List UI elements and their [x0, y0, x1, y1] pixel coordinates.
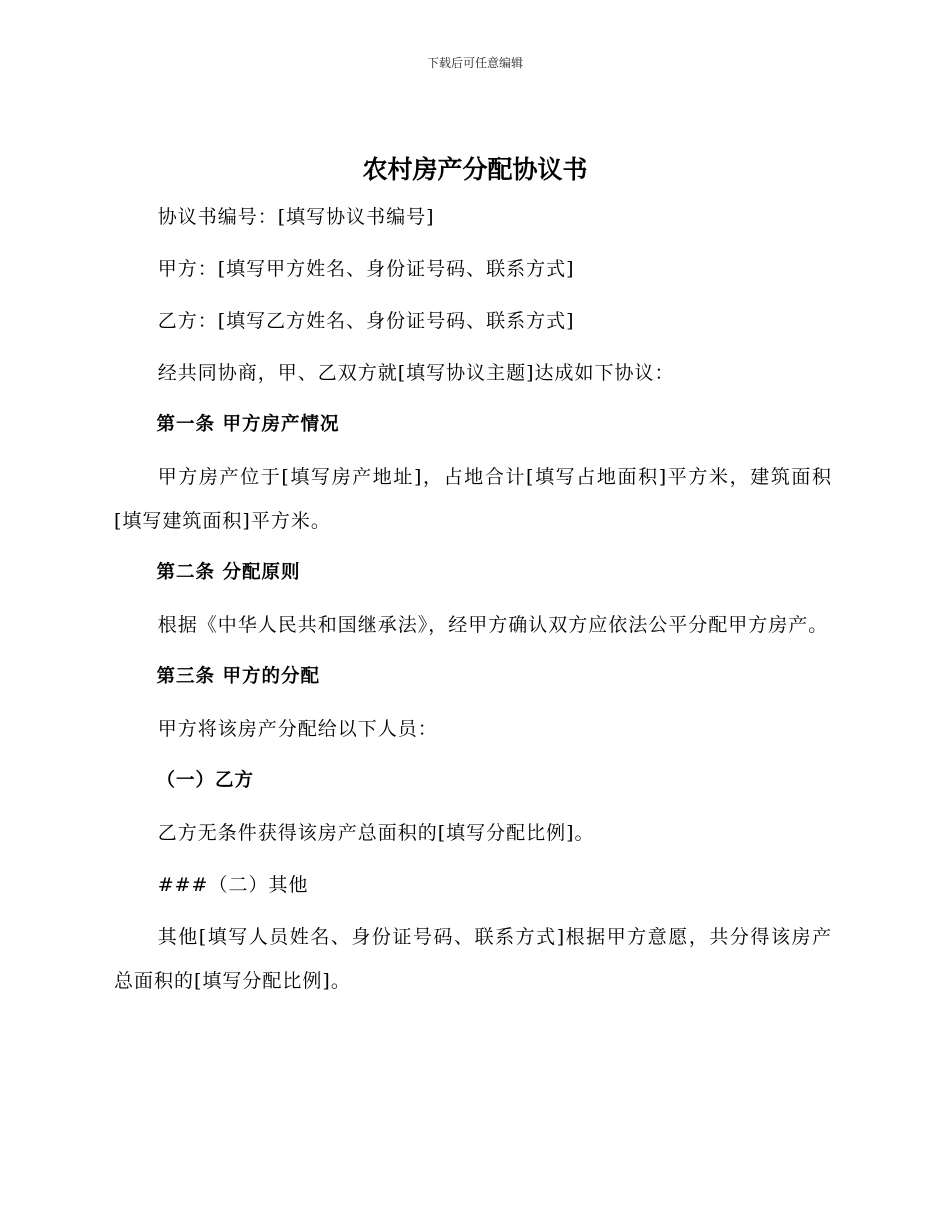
paragraph-article-2: 根据《中华人民共和国继承法》，经甲方确认双方应依法公平分配甲方房产。 — [157, 614, 829, 636]
heading-article-1: 第一条 甲方房产情况 — [156, 414, 340, 435]
paragraph-article-1: 甲方房产位于[填写房产地址]，占地合计[填写占地面积]平方米，建筑面积[填写建筑面积]平方米。 — [114, 466, 832, 532]
document-title: 农村房产分配协议书 — [362, 155, 588, 184]
document-body — [114, 195, 832, 1011]
paragraph-party-b: 乙方：[填写乙方姓名、身份证号码、联系方式] — [157, 310, 575, 332]
page-header: 下载后可任意编辑 — [426, 56, 523, 70]
paragraph-article-3: 甲方将该房产分配给以下人员： — [157, 718, 438, 740]
paragraph-section-others: 其他[填写人员姓名、身份证号码、联系方式]根据甲方意愿，共分得该房产总面积的[填写分配比例]。 — [114, 926, 832, 992]
paragraph-section-party-b: 乙方无条件获得该房产总面积的[填写分配比例]。 — [157, 822, 595, 844]
heading-article-3: 第三条 甲方的分配 — [156, 666, 320, 687]
heading-section-party-b: （一）乙方 — [156, 770, 255, 791]
paragraph-party-a: 甲方：[填写甲方姓名、身份证号码、联系方式] — [157, 258, 575, 280]
heading-article-2: 第二条 分配原则 — [156, 562, 301, 583]
heading-section-others: ###（二）其他 — [157, 874, 309, 896]
paragraph-preamble: 经共同协商，甲、乙双方就[填写协议主题]达成如下协议： — [157, 362, 675, 384]
paragraph-agreement-number: 协议书编号：[填写协议书编号] — [157, 206, 435, 228]
